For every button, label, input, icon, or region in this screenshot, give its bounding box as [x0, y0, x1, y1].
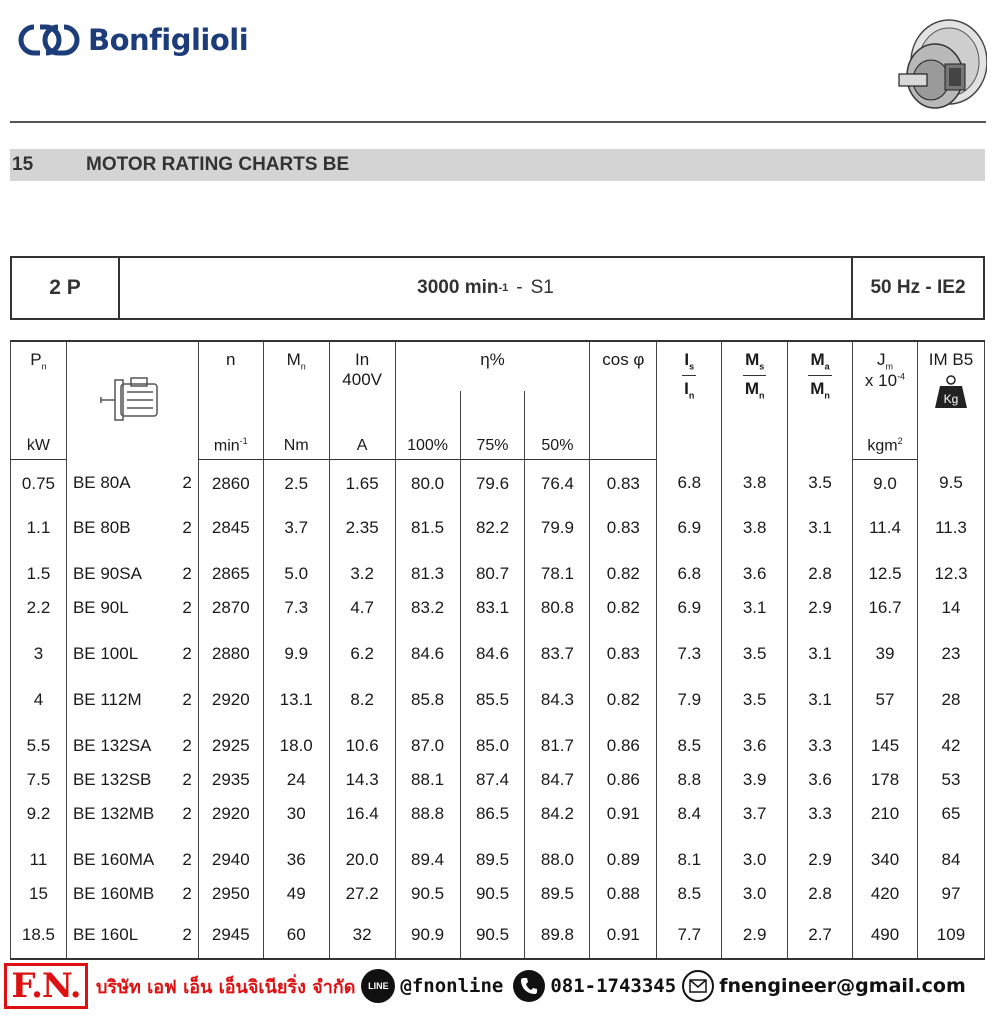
cell-mn: 9.9 [263, 625, 329, 671]
cell-poles: 2 [168, 763, 198, 797]
cell-is: 6.9 [657, 511, 722, 545]
header-pn: $P_n$ [11, 341, 67, 391]
cell-type: BE 160MA [66, 831, 168, 877]
table-row [11, 511, 985, 545]
cell-kg: 84 [917, 831, 984, 877]
cell-mn: 30 [263, 797, 329, 831]
table-row [11, 717, 985, 763]
brand-name: Bonfiglioli [88, 23, 249, 57]
cell-poles: 2 [168, 625, 198, 671]
cell-e75: 85.0 [460, 717, 525, 763]
cell-e50: 84.3 [525, 671, 590, 717]
cell-e100: 84.6 [395, 625, 460, 671]
cell-e100: 81.3 [395, 545, 460, 591]
cell-pn: 1.5 [11, 545, 67, 591]
table-row [11, 625, 985, 671]
cell-e75: 80.7 [460, 545, 525, 591]
cell-pn: 18.5 [11, 911, 67, 959]
cell-e75: 87.4 [460, 763, 525, 797]
header-ms-mn: $\frac{M_s}{M_n}$ [722, 341, 788, 459]
cell-jm: 420 [853, 877, 918, 911]
company-name: บริษัท เอฟ เอ็น เอ็นจิเนียริ่ง จำกัด [96, 976, 356, 998]
cell-e100: 88.8 [395, 797, 460, 831]
cell-mn: 3.7 [263, 511, 329, 545]
table-body [11, 459, 985, 959]
cell-kg: 53 [917, 763, 984, 797]
cell-ma: 3.3 [788, 717, 853, 763]
cell-is: 8.8 [657, 763, 722, 797]
cell-is: 6.8 [657, 545, 722, 591]
cell-poles: 2 [168, 671, 198, 717]
cell-mn: 2.5 [263, 459, 329, 511]
cell-ma: 3.1 [788, 511, 853, 545]
cell-pn: 15 [11, 877, 67, 911]
cell-pn: 7.5 [11, 763, 67, 797]
cell-n: 2870 [198, 591, 263, 625]
cell-ma: 2.8 [788, 545, 853, 591]
cell-kg: 109 [917, 911, 984, 959]
cell-n: 2920 [198, 797, 263, 831]
cell-pn: 5.5 [11, 717, 67, 763]
cell-jm: 16.7 [853, 591, 918, 625]
header-ma-mn: $\frac{M_a}{M_n}$ [788, 341, 853, 459]
cell-mn: 36 [263, 831, 329, 877]
speed-value: 3000 min [417, 277, 499, 298]
cell-cos: 0.89 [590, 831, 657, 877]
fn-logo: F.N. [4, 963, 88, 1009]
cell-n: 2865 [198, 545, 263, 591]
cell-is: 7.9 [657, 671, 722, 717]
section-number: 15 [12, 154, 34, 175]
cell-ms: 3.6 [722, 545, 788, 591]
cell-pn: 1.1 [11, 511, 67, 545]
cell-ma: 3.6 [788, 763, 853, 797]
cell-mn: 24 [263, 763, 329, 797]
cell-e50: 88.0 [525, 831, 590, 877]
cell-ms: 3.0 [722, 831, 788, 877]
cell-ma: 3.5 [788, 459, 853, 511]
cell-ma: 2.9 [788, 831, 853, 877]
cell-poles: 2 [168, 545, 198, 591]
cell-is: 7.3 [657, 625, 722, 671]
brand-logo [18, 20, 248, 60]
cell-e75: 79.6 [460, 459, 525, 511]
cell-ms: 3.1 [722, 591, 788, 625]
motor-rating-table [10, 340, 985, 960]
cell-pn: 4 [11, 671, 67, 717]
cell-e50: 78.1 [525, 545, 590, 591]
weight-icon-label: Kg [943, 392, 959, 406]
cell-in: 2.35 [329, 511, 395, 545]
table-row [11, 545, 985, 591]
motor-image-icon [895, 14, 987, 114]
cell-pn: 9.2 [11, 797, 67, 831]
cell-n: 2920 [198, 671, 263, 717]
cell-kg: 12.3 [917, 545, 984, 591]
cell-jm: 210 [853, 797, 918, 831]
cell-pn: 3 [11, 625, 67, 671]
header-divider [10, 121, 986, 123]
cell-e50: 81.7 [525, 717, 590, 763]
cell-cos: 0.83 [590, 511, 657, 545]
cell-is: 7.7 [657, 911, 722, 959]
cell-jm: 39 [853, 625, 918, 671]
cell-type: BE 90L [66, 591, 168, 625]
cell-cos: 0.88 [590, 877, 657, 911]
cell-cos: 0.86 [590, 717, 657, 763]
table-row [11, 911, 985, 959]
cell-mn: 18.0 [263, 717, 329, 763]
cell-e100: 83.2 [395, 591, 460, 625]
cell-poles: 2 [168, 797, 198, 831]
unit-n: $\min^{-1}$ [198, 391, 263, 459]
header-in: In 400V [329, 341, 395, 391]
bonfiglioli-logo-icon [18, 23, 80, 57]
cell-n: 2860 [198, 459, 263, 511]
cell-jm: 12.5 [853, 545, 918, 591]
cell-jm: 178 [853, 763, 918, 797]
unit-eta-100: 100% [395, 391, 460, 459]
cell-cos: 0.91 [590, 797, 657, 831]
line-icon: LINE [361, 969, 395, 1003]
cell-ms: 3.6 [722, 717, 788, 763]
section-header [10, 149, 985, 181]
cell-kg: 23 [917, 625, 984, 671]
cell-ms: 3.8 [722, 511, 788, 545]
cell-e100: 88.1 [395, 763, 460, 797]
cell-e50: 76.4 [525, 459, 590, 511]
table-row [11, 763, 985, 797]
line-id[interactable]: @fnonline [400, 975, 504, 997]
cell-in: 3.2 [329, 545, 395, 591]
table-row [11, 591, 985, 625]
cell-ms: 3.5 [722, 671, 788, 717]
header-jm: $J_m$ x $10^{-4}$ [853, 341, 918, 391]
cell-is: 8.5 [657, 717, 722, 763]
cell-ms: 3.7 [722, 797, 788, 831]
cell-ms: 3.5 [722, 625, 788, 671]
table-row [11, 797, 985, 831]
cell-n: 2950 [198, 877, 263, 911]
unit-jm: kgm$^2$ [853, 391, 918, 459]
cell-cos: 0.83 [590, 459, 657, 511]
cell-jm: 9.0 [853, 459, 918, 511]
header-mn: $M_n$ [263, 341, 329, 391]
cell-in: 20.0 [329, 831, 395, 877]
cell-poles: 2 [168, 459, 198, 511]
cell-n: 2925 [198, 717, 263, 763]
cell-jm: 11.4 [853, 511, 918, 545]
cell-in: 6.2 [329, 625, 395, 671]
email-address[interactable]: fnengineer@gmail.com [719, 975, 966, 997]
cell-e50: 83.7 [525, 625, 590, 671]
cell-jm: 340 [853, 831, 918, 877]
cell-e75: 83.1 [460, 591, 525, 625]
cell-ms: 2.9 [722, 911, 788, 959]
header-imb5: IM B5 Kg [917, 341, 984, 459]
unit-mn: Nm [263, 391, 329, 459]
cell-e75: 85.5 [460, 671, 525, 717]
unit-pn: kW [11, 391, 67, 459]
cell-ms: 3.0 [722, 877, 788, 911]
cell-e50: 89.8 [525, 911, 590, 959]
cell-type: BE 80A [66, 459, 168, 511]
cell-n: 2880 [198, 625, 263, 671]
cell-in: 1.65 [329, 459, 395, 511]
unit-eta-50: 50% [525, 391, 590, 459]
cell-type: BE 132SB [66, 763, 168, 797]
cell-type: BE 112M [66, 671, 168, 717]
cell-poles: 2 [168, 831, 198, 877]
unit-cos [590, 391, 657, 459]
cell-ma: 3.3 [788, 797, 853, 831]
cell-pn: 11 [11, 831, 67, 877]
footer [0, 955, 1000, 1017]
cell-kg: 42 [917, 717, 984, 763]
cell-cos: 0.82 [590, 591, 657, 625]
cell-in: 10.6 [329, 717, 395, 763]
cell-in: 8.2 [329, 671, 395, 717]
cell-e75: 82.2 [460, 511, 525, 545]
cell-n: 2935 [198, 763, 263, 797]
cell-type: BE 160L [66, 911, 168, 959]
cell-mn: 60 [263, 911, 329, 959]
table-row [11, 877, 985, 911]
header-eta: η% [395, 341, 590, 391]
cell-in: 16.4 [329, 797, 395, 831]
cell-kg: 97 [917, 877, 984, 911]
duty-value: S1 [530, 277, 554, 298]
cell-jm: 57 [853, 671, 918, 717]
header-n: n [198, 341, 263, 391]
poles-label: 2 P [12, 258, 120, 318]
table-row [11, 671, 985, 717]
header-cos: cos φ [590, 341, 657, 391]
speed-exponent: -1 [498, 282, 509, 294]
cell-cos: 0.82 [590, 671, 657, 717]
cell-type: BE 132MB [66, 797, 168, 831]
speed-duty-label [120, 258, 851, 318]
cell-ma: 3.1 [788, 625, 853, 671]
cell-e100: 89.4 [395, 831, 460, 877]
cell-in: 32 [329, 911, 395, 959]
cell-n: 2945 [198, 911, 263, 959]
cell-e50: 89.5 [525, 877, 590, 911]
phone-icon [513, 970, 545, 1002]
cell-ma: 2.7 [788, 911, 853, 959]
cell-pn: 2.2 [11, 591, 67, 625]
cell-jm: 145 [853, 717, 918, 763]
cell-mn: 7.3 [263, 591, 329, 625]
cell-type: BE 80B [66, 511, 168, 545]
cell-poles: 2 [168, 877, 198, 911]
cell-e50: 84.2 [525, 797, 590, 831]
unit-eta-75: 75% [460, 391, 525, 459]
cell-is: 8.5 [657, 877, 722, 911]
cell-mn: 13.1 [263, 671, 329, 717]
cell-ma: 3.1 [788, 671, 853, 717]
cell-e75: 89.5 [460, 831, 525, 877]
cell-e50: 84.7 [525, 763, 590, 797]
cell-e100: 90.5 [395, 877, 460, 911]
cell-kg: 11.3 [917, 511, 984, 545]
frequency-label: 50 Hz - IE2 [851, 258, 983, 318]
cell-poles: 2 [168, 591, 198, 625]
rating-summary [10, 256, 985, 320]
cell-type: BE 90SA [66, 545, 168, 591]
cell-e50: 79.9 [525, 511, 590, 545]
weight-icon [934, 374, 968, 410]
cell-kg: 9.5 [917, 459, 984, 511]
speed-separator: - [516, 277, 523, 298]
cell-is: 8.4 [657, 797, 722, 831]
cell-is: 8.1 [657, 831, 722, 877]
cell-mn: 5.0 [263, 545, 329, 591]
cell-poles: 2 [168, 911, 198, 959]
cell-e50: 80.8 [525, 591, 590, 625]
email-icon [682, 970, 714, 1002]
unit-in: A [329, 391, 395, 459]
cell-poles: 2 [168, 717, 198, 763]
header-is-in: $\frac{I_s}{I_n}$ [657, 341, 722, 459]
cell-e100: 90.9 [395, 911, 460, 959]
cell-kg: 65 [917, 797, 984, 831]
cell-ms: 3.8 [722, 459, 788, 511]
cell-e100: 81.5 [395, 511, 460, 545]
section-title: MOTOR RATING CHARTS BE [86, 154, 350, 175]
cell-in: 4.7 [329, 591, 395, 625]
cell-cos: 0.82 [590, 545, 657, 591]
table-row [11, 459, 985, 511]
cell-in: 14.3 [329, 763, 395, 797]
cell-n: 2845 [198, 511, 263, 545]
header-motor-icon [66, 341, 198, 459]
cell-in: 27.2 [329, 877, 395, 911]
cell-e75: 86.5 [460, 797, 525, 831]
cell-is: 6.8 [657, 459, 722, 511]
cell-e75: 90.5 [460, 877, 525, 911]
cell-pn: 0.75 [11, 459, 67, 511]
cell-type: BE 160MB [66, 877, 168, 911]
cell-ma: 2.8 [788, 877, 853, 911]
cell-type: BE 132SA [66, 717, 168, 763]
cell-e75: 84.6 [460, 625, 525, 671]
cell-e100: 80.0 [395, 459, 460, 511]
cell-cos: 0.83 [590, 625, 657, 671]
cell-mn: 49 [263, 877, 329, 911]
cell-n: 2940 [198, 831, 263, 877]
cell-poles: 2 [168, 511, 198, 545]
cell-cos: 0.91 [590, 911, 657, 959]
cell-type: BE 100L [66, 625, 168, 671]
cell-e100: 85.8 [395, 671, 460, 717]
phone-number[interactable]: 081-1743345 [550, 975, 677, 997]
cell-kg: 14 [917, 591, 984, 625]
cell-e75: 90.5 [460, 911, 525, 959]
cell-ms: 3.9 [722, 763, 788, 797]
cell-is: 6.9 [657, 591, 722, 625]
table-row [11, 831, 985, 877]
cell-cos: 0.86 [590, 763, 657, 797]
cell-ma: 2.9 [788, 591, 853, 625]
cell-e100: 87.0 [395, 717, 460, 763]
cell-jm: 490 [853, 911, 918, 959]
motor-outline-icon [97, 374, 167, 422]
cell-kg: 28 [917, 671, 984, 717]
